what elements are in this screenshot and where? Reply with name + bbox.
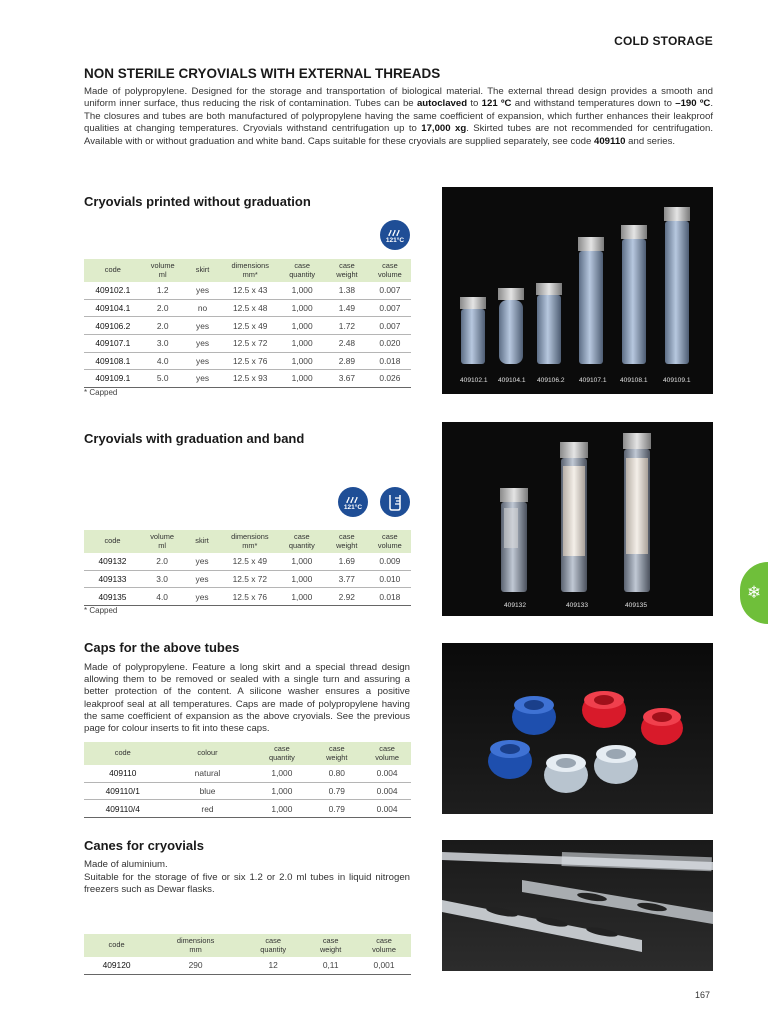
column-header: dimensions mm (149, 934, 242, 957)
column-header: volume ml (142, 259, 184, 282)
column-header: case weight (310, 742, 363, 765)
table-cell: 3.0 (141, 570, 183, 588)
table-cell: 0.026 (369, 370, 411, 388)
table-cell: 1.2 (142, 282, 184, 299)
column-header: case weight (304, 934, 357, 957)
table-cell: 2.0 (142, 299, 184, 317)
table-row (84, 352, 411, 370)
section-title-canes: Canes for cryovials (84, 838, 204, 853)
table-cell: yes (184, 370, 221, 388)
canes-description: Suitable for the storage of five or six 1.2 or 2.0 ml tubes in liquid nitrogen freezers such as Dewar flasks. (84, 872, 410, 896)
table-cell: 2.92 (325, 588, 369, 606)
table-row (84, 317, 411, 335)
product-code: 409110/4 (84, 800, 162, 818)
column-header: case weight (325, 259, 369, 282)
tube-409106-2 (536, 283, 562, 364)
page-title: NON STERILE CRYOVIALS WITH EXTERNAL THREADS (84, 66, 441, 81)
table-cell: 0.004 (363, 765, 411, 782)
table-row (84, 800, 411, 818)
table-row (84, 765, 411, 782)
tube-409132 (500, 488, 528, 592)
table-cell: 1,000 (279, 570, 325, 588)
column-header: code (84, 259, 142, 282)
table-cell: 12.5 x 43 (221, 282, 279, 299)
tube-409107-1 (578, 237, 604, 364)
table-cell: 0.020 (369, 334, 411, 352)
column-header: case quantity (279, 259, 325, 282)
table-cell: 1,000 (279, 299, 325, 317)
column-header: case weight (325, 530, 369, 553)
table-cell: 1.49 (325, 299, 369, 317)
table-cell: 0.79 (310, 800, 363, 818)
photo-label: 409102.1 (460, 377, 488, 384)
table-cell: 0.004 (363, 782, 411, 800)
table-cell: 0.007 (369, 317, 411, 335)
product-code: 409106.2 (84, 317, 142, 335)
table-row (84, 553, 411, 570)
cap-red (641, 708, 683, 745)
table-cell: 1,000 (279, 352, 325, 370)
table-cell: 12.5 x 72 (221, 570, 279, 588)
table-cell: 3.67 (325, 370, 369, 388)
spec-table-no-graduation (84, 259, 411, 388)
product-code: 409132 (84, 553, 141, 570)
photo-canes (442, 840, 713, 971)
table-cell: 1,000 (279, 334, 325, 352)
section-title-graduation: Cryovials with graduation and band (84, 431, 305, 446)
table-row (84, 299, 411, 317)
column-header: case volume (369, 259, 411, 282)
product-code: 409109.1 (84, 370, 142, 388)
table-row (84, 334, 411, 352)
autoclave-icon: 121°C (380, 220, 410, 250)
table-cell: 1.38 (325, 282, 369, 299)
column-header: colour (162, 742, 254, 765)
table-cell: 1.72 (325, 317, 369, 335)
table-cell: 0.004 (363, 800, 411, 818)
column-header: case volume (369, 530, 411, 553)
photo-label: 409132 (504, 602, 527, 609)
tube-409102-1 (460, 297, 486, 364)
photo-caps (442, 643, 713, 814)
table-cell: 0.010 (369, 570, 411, 588)
column-header: case quantity (279, 530, 325, 553)
tube-409104-1 (498, 288, 524, 364)
spec-table-caps (84, 742, 411, 818)
column-header: case quantity (253, 742, 310, 765)
table-cell: yes (183, 588, 221, 606)
table-cell: 1,000 (279, 282, 325, 299)
column-header: skirt (183, 530, 221, 553)
column-header: skirt (184, 259, 221, 282)
table-cell: 0.009 (369, 553, 411, 570)
table-cell: 1.69 (325, 553, 369, 570)
spec-table-canes (84, 934, 411, 975)
table-cell: 12.5 x 93 (221, 370, 279, 388)
photo-cryovials-no-graduation (442, 187, 713, 394)
product-code: 409102.1 (84, 282, 142, 299)
table-header-row (84, 530, 411, 553)
column-header: case quantity (242, 934, 304, 957)
table-cell: red (162, 800, 254, 818)
table-cell: 0.018 (369, 352, 411, 370)
table-row (84, 782, 411, 800)
canes-material: Made of aluminium. (84, 859, 168, 870)
intro-paragraph: Made of polypropylene. Designed for the storage and transportation of biological material. The external thread design provides a smooth and uniform inner surface, thus reducing the risk of contamination. Tubes can be autoclaved to 121 ºC and withstand temperatures down to –190 ºC. The closures and tubes are both manufactured of polypropylene having the same coefficient of expansion, which further enhances their leakproof qualities at changing temperatures. Cryovials withstand centrifugation up to 17,000 xg. Skirted tubes are not recommended for centrifugation. Available with or without graduation and white band. Caps suitable for these cryovials are supplied separately, see code 409110 and series. (84, 86, 713, 147)
table-cell: 1,000 (253, 765, 310, 782)
table-cell: 0.80 (310, 765, 363, 782)
table-cell: 5.0 (142, 370, 184, 388)
product-code: 409135 (84, 588, 141, 606)
table-cell: 12.5 x 72 (221, 334, 279, 352)
table-cell: 12.5 x 49 (221, 553, 279, 570)
table-cell: 0,11 (304, 957, 357, 974)
photo-label: 409109.1 (663, 377, 691, 384)
table-footnote: * Capped (84, 606, 118, 615)
photo-label: 409108.1 (620, 377, 648, 384)
table-cell: 12 (242, 957, 304, 974)
autoclave-icon: 121°C (338, 487, 368, 517)
table-cell: 2.89 (325, 352, 369, 370)
section-tag: COLD STORAGE (614, 34, 713, 48)
table-cell: 12.5 x 48 (221, 299, 279, 317)
table-cell: 1,000 (279, 588, 325, 606)
table-cell: 0.018 (369, 588, 411, 606)
column-header: case volume (357, 934, 411, 957)
tube-409109-1 (664, 207, 690, 364)
photo-label: 409107.1 (579, 377, 607, 384)
table-cell: 4.0 (142, 352, 184, 370)
page-number: 167 (694, 990, 710, 1000)
section-title-no-graduation: Cryovials printed without graduation (84, 194, 311, 209)
product-code: 409104.1 (84, 299, 142, 317)
photo-cryovials-graduation (442, 422, 713, 616)
table-header-row (84, 934, 411, 957)
table-row (84, 588, 411, 606)
table-cell: 2.0 (142, 317, 184, 335)
table-cell: 1,000 (279, 370, 325, 388)
table-cell: 0,001 (357, 957, 411, 974)
table-row (84, 370, 411, 388)
cap-blue (488, 740, 532, 779)
table-cell: 12.5 x 49 (221, 317, 279, 335)
table-cell: 12.5 x 76 (221, 588, 279, 606)
table-cell: yes (183, 553, 221, 570)
table-cell: yes (183, 570, 221, 588)
column-header: code (84, 530, 141, 553)
spec-table-graduation (84, 530, 411, 606)
table-header-row (84, 259, 411, 282)
table-cell: yes (184, 334, 221, 352)
table-cell: 3.77 (325, 570, 369, 588)
table-cell: blue (162, 782, 254, 800)
tube-409133 (560, 442, 588, 592)
table-cell: yes (184, 352, 221, 370)
table-cell: 290 (149, 957, 242, 974)
photo-label: 409104.1 (498, 377, 526, 384)
table-footnote: * Capped (84, 388, 118, 397)
product-code: 409120 (84, 957, 149, 974)
table-cell: 1,000 (279, 317, 325, 335)
table-cell: yes (184, 317, 221, 335)
cap-natural (544, 754, 588, 793)
product-code: 409110 (84, 765, 162, 782)
table-cell: 4.0 (141, 588, 183, 606)
photo-label: 409106.2 (537, 377, 565, 384)
table-cell: 0.79 (310, 782, 363, 800)
table-cell: 0.007 (369, 282, 411, 299)
table-cell: yes (184, 282, 221, 299)
graduation-icon (380, 487, 410, 517)
table-cell: 0.007 (369, 299, 411, 317)
cap-blue (512, 696, 556, 735)
table-cell: no (184, 299, 221, 317)
product-code: 409108.1 (84, 352, 142, 370)
table-row (84, 957, 411, 974)
column-header: code (84, 742, 162, 765)
table-cell: 2.0 (141, 553, 183, 570)
tube-409108-1 (621, 225, 647, 364)
photo-label: 409135 (625, 602, 648, 609)
table-cell: 2.48 (325, 334, 369, 352)
photo-label: 409133 (566, 602, 589, 609)
caps-description: Made of polypropylene. Feature a long skirt and a special thread design allowing them to be removed or sealed with a single turn and assuring a better protection of the content. A silicone washer ensures a positive leakproof seal at all temperatures. Caps are made of polypropylene having the same coefficient of expansion as the above cryovials. See the previous page for colour inserts to fit into these caps. (84, 662, 410, 735)
section-title-caps: Caps for the above tubes (84, 640, 240, 655)
column-header: dimensions mm* (221, 530, 279, 553)
table-row (84, 570, 411, 588)
product-code: 409110/1 (84, 782, 162, 800)
table-cell: 12.5 x 76 (221, 352, 279, 370)
table-cell: 3.0 (142, 334, 184, 352)
tube-409135 (623, 433, 651, 592)
table-cell: 1,000 (253, 800, 310, 818)
cap-red (582, 691, 626, 728)
snowflake-icon: ❄ (740, 562, 768, 624)
column-header: code (84, 934, 149, 957)
product-code: 409107.1 (84, 334, 142, 352)
column-header: case volume (363, 742, 411, 765)
table-header-row (84, 742, 411, 765)
table-cell: 1,000 (279, 553, 325, 570)
table-cell: 1,000 (253, 782, 310, 800)
product-code: 409133 (84, 570, 141, 588)
cap-natural (594, 745, 638, 784)
table-cell: natural (162, 765, 254, 782)
cane-image (442, 852, 713, 952)
column-header: dimensions mm* (221, 259, 279, 282)
column-header: volume ml (141, 530, 183, 553)
table-row (84, 282, 411, 299)
